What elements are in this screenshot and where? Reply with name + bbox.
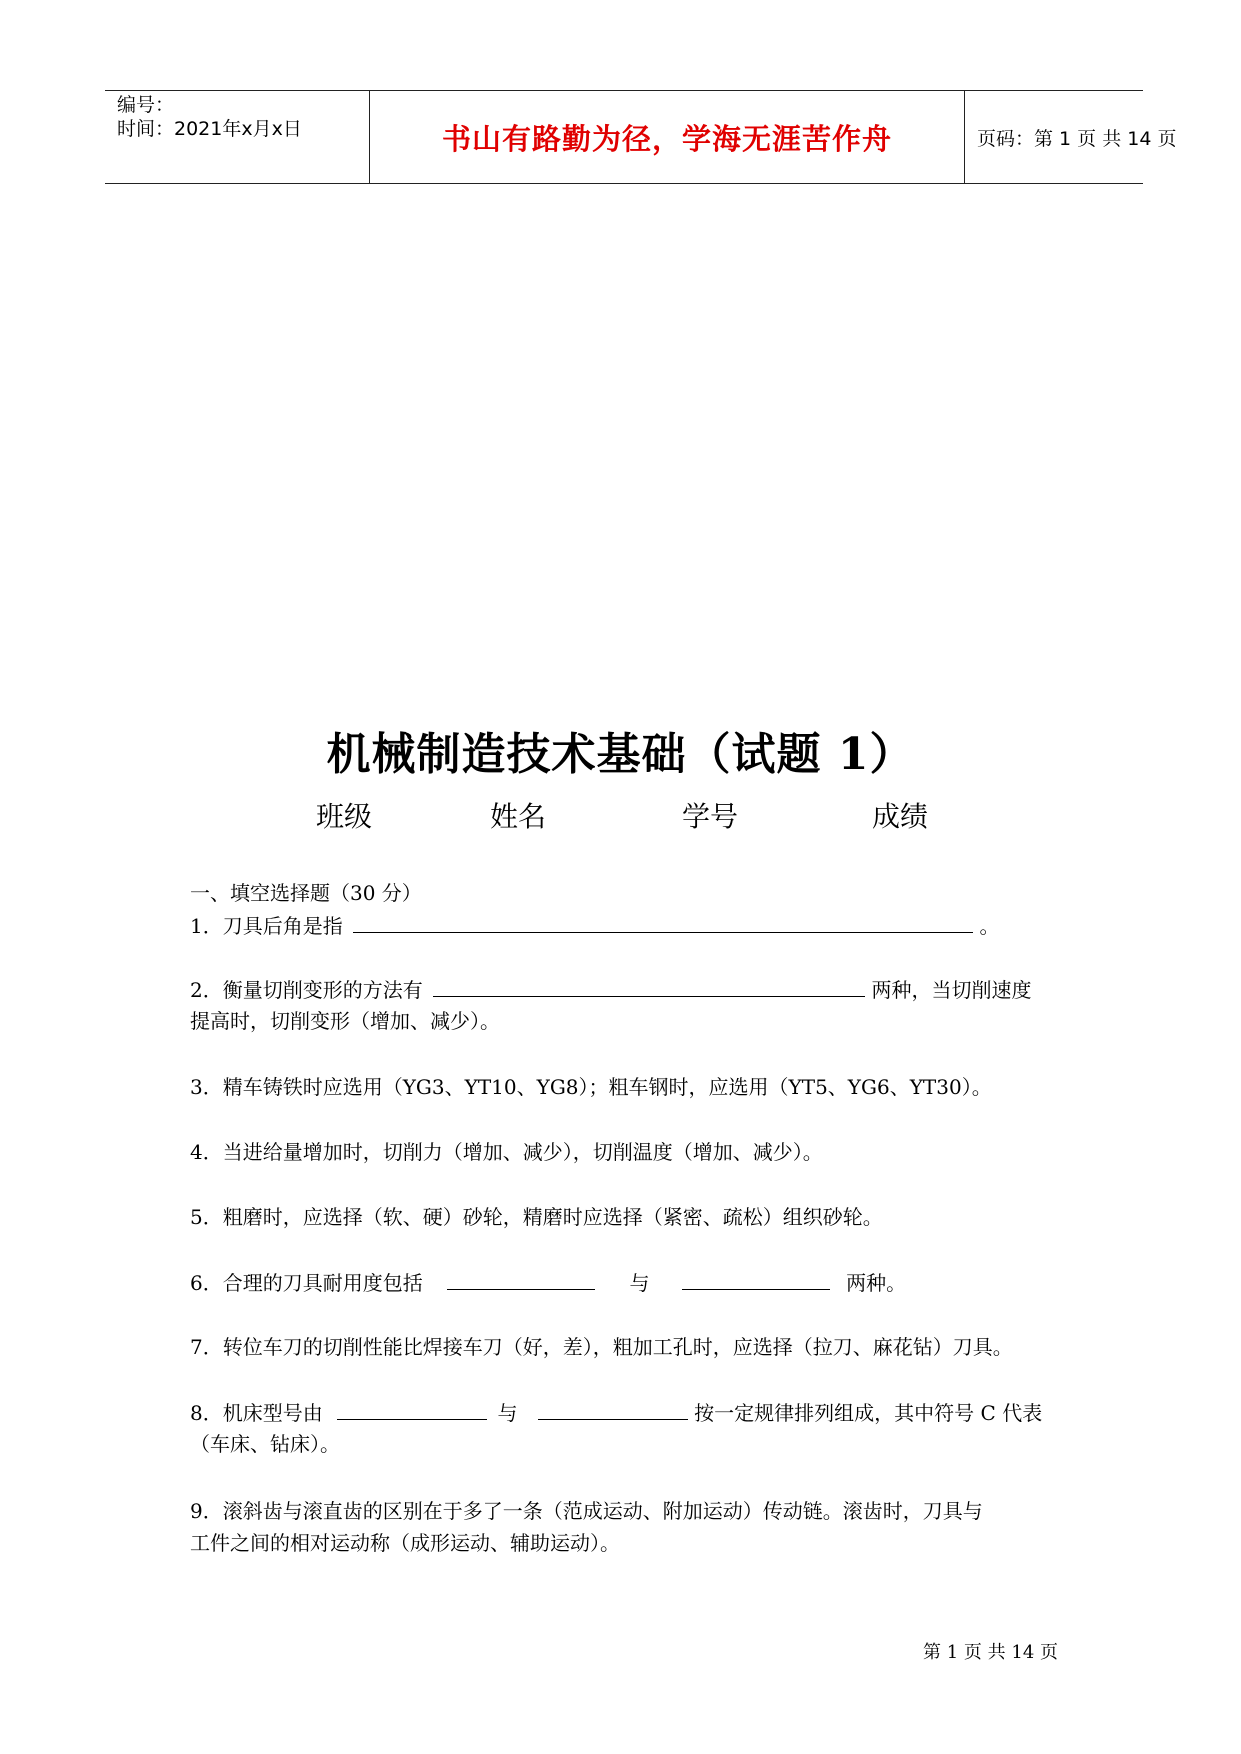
question-6-and: 与: [629, 1271, 650, 1295]
page-header: [105, 90, 1177, 184]
question-6-text: 6．合理的刀具耐用度包括: [190, 1271, 423, 1295]
answer-blank: [353, 910, 973, 933]
question-4: 4．当进给量增加时，切削力（增加、减少），切削温度（增加、减少）。: [190, 1140, 823, 1164]
answer-blank: [538, 1397, 688, 1420]
question-8-text: 8．机床型号由: [190, 1401, 323, 1425]
question-8-text-cont: 按一定规律排列组成，其中符号 C 代表: [694, 1401, 1043, 1425]
section-heading: 一、填空选择题（30 分）: [190, 881, 422, 905]
question-2: [190, 974, 1031, 1005]
score-label: 成绩: [872, 800, 929, 833]
question-1-end: 。: [979, 914, 1000, 938]
question-2-text-cont: 两种，当切削速度: [871, 978, 1032, 1002]
question-6-end: 两种。: [846, 1271, 907, 1295]
exam-title: 机械制造技术基础（试题 1）: [326, 729, 915, 780]
question-3: 3．精车铸铁时应选用（YG3、YT10、YG8）；粗车钢时，应选用（YT5、YG6、YT30）。: [190, 1075, 992, 1099]
question-8-and: 与: [497, 1401, 518, 1425]
name-label: 姓名: [490, 800, 547, 833]
question-9: 9．滚斜齿与滚直齿的区别在于多了一条（范成运动、附加运动）传动链。滚齿时，刀具与: [190, 1499, 983, 1523]
answer-blank: [447, 1267, 595, 1290]
header-motto: 书山有路勤为径，学海无涯苦作舟: [369, 91, 965, 183]
header-page-code: 页码：第 1 页 共 14 页: [977, 127, 1177, 150]
class-label: 班级: [316, 800, 373, 833]
answer-blank: [337, 1397, 487, 1420]
student-id-label: 学号: [682, 800, 739, 833]
question-5: 5．粗磨时，应选择（软、硬）砂轮，精磨时应选择（紧密、疏松）组织砂轮。: [190, 1205, 883, 1229]
question-2-line-2: 提高时，切削变形（增加、减少）。: [190, 1009, 500, 1033]
question-8-line-2: （车床、钻床）。: [190, 1432, 340, 1456]
page-footer: 第 1 页 共 14 页: [923, 1642, 1058, 1663]
answer-blank: [682, 1267, 830, 1290]
question-1: [190, 910, 999, 941]
answer-blank: [433, 974, 865, 997]
header-meta: [117, 91, 367, 185]
question-6: [190, 1267, 906, 1298]
question-9-line-2: 工件之间的相对运动称（成形运动、辅助运动）。: [190, 1531, 620, 1555]
document-time-label: 时间：2021年x月x日: [117, 118, 302, 140]
question-1-text: 1．刀具后角是指: [190, 914, 343, 938]
question-8: [190, 1397, 1042, 1428]
question-7: 7．转位车刀的切削性能比焊接车刀（好，差），粗加工孔时，应选择（拉刀、麻花钻）刀具。: [190, 1335, 1013, 1359]
document-number-label: 编号：: [117, 94, 175, 116]
question-2-text: 2．衡量切削变形的方法有: [190, 978, 423, 1002]
